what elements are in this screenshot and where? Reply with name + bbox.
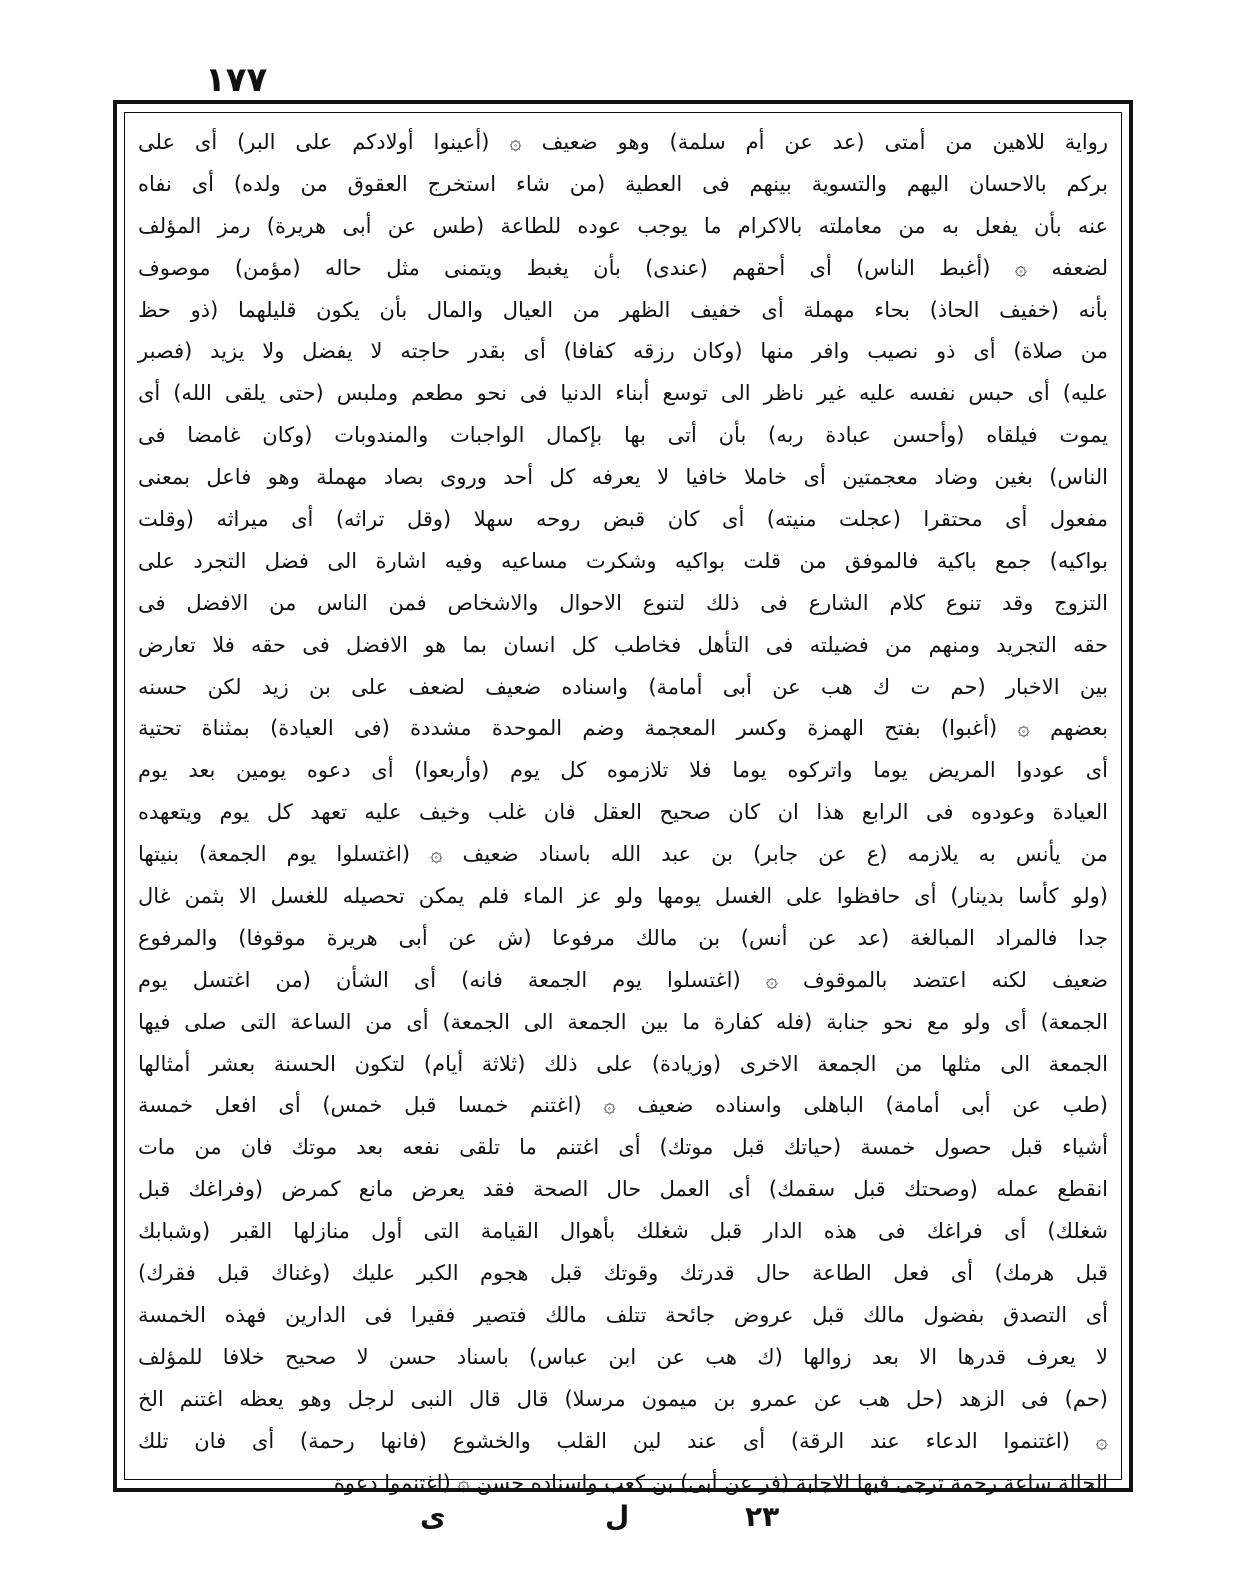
text-line: لا يعرف قدرها الا بعد زوالها (ك هب عن ابن عباس) باسناد حسن لا صحيح خلافا للمؤلف (138, 1344, 1108, 1369)
text-line: ۞ (اغتنموا الدعاء عند الرقة) أى عند لين القلب والخشوع (فانها رحمة) أى فان تلك (138, 1428, 1108, 1453)
text-line: (ولو كأسا بدينار) أى حافظوا على الغسل يومها ولو عز الماء فلم يمكن تحصيله للغسل الا بثمن غال (138, 884, 1108, 909)
main-text-block (138, 122, 1108, 1495)
text-line: (طب عن أبى أمامة) الباهلى واسناده ضعيف ۞ (اغتنم خمسا قبل خمس) أى افعل خمسة (138, 1093, 1108, 1118)
text-line: أى التصدق بفضول مالك قبل عروض جائحة تتلف مالك فتصير فقيرا فى الدارين فهذه الخمسة (138, 1302, 1108, 1327)
text-line: (حم) فى الزهد (حل هب عن عمرو بن ميمون مرسلا) قال قال النبى لرجل وهو يعظه اغتنم الخ (138, 1386, 1108, 1411)
text-line: رواية للاهين من أمتى (عد عن أم سلمة) وهو ضعيف ۞ (أعينوا أولادكم على البر) أى على (138, 130, 1108, 154)
text-line: انقطع عمله (وصحتك قبل سقمك) أى العمل حال الصحة فقد يعرض مانع كمرض (وفراغك قبل (138, 1177, 1108, 1202)
text-line: التزوج وقد تنوع كلام الشارع فى ذلك لتنوع الاحوال والاشخاص فمن الناس من الافضل فى (138, 590, 1108, 615)
text-line: من يأنس به يلازمه (ع عن جابر) بن عبد الله باسناد ضعيف ۞ (اغتسلوا يوم الجمعة) بنيتها (138, 842, 1108, 867)
text-line: بواكيه) جمع باكية فالموفق من قلت بواكيه وشكرت مساعيه وفيه اشارة الى فضل التجرد على (138, 548, 1108, 573)
page-footer-signature (0, 1500, 1240, 1540)
text-line: الجمعة الى مثلها من الجمعة الاخرى (وزيادة) على ذلك (ثلاثة أيام) لتكون الحسنة بعشر أمثالها (138, 1051, 1108, 1076)
signature-number: ٢٣ (745, 1500, 780, 1533)
text-line: العيادة وعودوه فى الرابع هذا ان كان صحيح العقل فان غلب وخيف عليه تعهد كل يوم ويتعهده (138, 800, 1108, 825)
signature-letter: ى (420, 1500, 446, 1533)
text-line: جدا فالمراد المبالغة (عد عن أنس) بن مالك مرفوعا (ش عن أبى هريرة موقوفا) والمرفوع (138, 925, 1108, 950)
text-line: أشياء قبل حصول خمسة (حياتك قبل موتك) أى اغتنم ما تلقى نفعه بعد موتك فان من مات (138, 1135, 1108, 1160)
text-line: الناس) بغين وضاد معجمتين أى خاملا خافيا لا يعرفه كل أحد وروى بصاد مهملة وهو فاعل بمعنى (138, 465, 1108, 490)
text-line: قبل هرمك) أى فعل الطاعة حال قدرتك وقوتك قبل هجوم الكبر عليك (وغناك قبل فقرك) (138, 1261, 1108, 1286)
text-line: ضعيف لكنه اعتضد بالموقوف ۞ (اغتسلوا يوم الجمعة فانه) أى الشأن (من اغتسل يوم (138, 967, 1108, 992)
signature-letter: ل (605, 1500, 630, 1533)
text-line: بأنه (خفيف الحاذ) بحاء مهملة أى خفيف الظهر من العيال والمال بأن يكون قليلهما (ذو حظ (138, 297, 1108, 322)
text-line: شغلك) أى فراغك فى هذه الدار قبل شغلك بأهوال القيامة التى أول منازلها القبر (وشبابك (138, 1219, 1108, 1244)
page-number: ١٧٧ (205, 60, 268, 100)
text-line: حقه التجريد ومنهم من فضيلته فى التأهل فخاطب كل انسان بما هو الافضل فى حقه فلا تعارض (138, 632, 1108, 657)
text-line: بعضهم ۞ (أغبوا) بفتح الهمزة وكسر المعجمة وضم الموحدة مشددة (فى العيادة) بمثناة تحتية (138, 716, 1108, 741)
text-line: مفعول أى محتقرا (عجلت منيته) أى كان قبض روحه سهلا (وقل تراثه) أى ميراثه (وقلت (138, 507, 1108, 532)
text-line: من صلاة) أى ذو نصيب وافر منها (وكان رزقه كفافا) أى بقدر حاجته لا يفضل ولا يزيد (فصبر (138, 339, 1108, 364)
text-line: الحالة ساعة رحمة ترجى فيها الاجابة (فر عن أبى) بن كعب واسناده حسن ۞ (اغتنموا دعوة (333, 1470, 1108, 1495)
text-line: بركم بالاحسان اليهم والتسوية بينهم فى العطية (من شاء استخرج العقوق من ولده) أى نفاه (138, 171, 1108, 196)
text-line: بين الاخبار (حم ت ك هب عن أبى أمامة) واسناده ضعيف لضعف على بن زيد لكن حسنه (138, 674, 1108, 699)
text-line: عنه بأن يفعل به من معاملته بالاكرام ما يوجب عوده للطاعة (طس عن أبى هريرة) رمز المؤلف (138, 213, 1108, 238)
text-line: عليه) أى حبس نفسه عليه غير ناظر الى توسع أبناء الدنيا فى نحو مطعم وملبس (حتى يلقى الله) أى (138, 381, 1108, 406)
text-line: الجمعة) أى ولو مع نحو جنابة (فله كفارة ما بين الجمعة الى الجمعة) أى من الساعة التى صلى فيها (138, 1009, 1108, 1034)
text-line: أى عودوا المريض يوما واتركوه يوما فلا تلازموه كل يوم (وأربعوا) أى دعوه يومين بعد يوم (138, 758, 1108, 783)
text-line: لضعفه ۞ (أغبط الناس) أى أحقهم (عندى) بأن يغبط ويتمنى مثل حاله (مؤمن) موصوف (138, 255, 1108, 280)
text-line: يموت فيلقاه (وأحسن عبادة ربه) بأن أتى بها بإكمال الواجبات والمندوبات (وكان غامضا فى (138, 423, 1108, 448)
